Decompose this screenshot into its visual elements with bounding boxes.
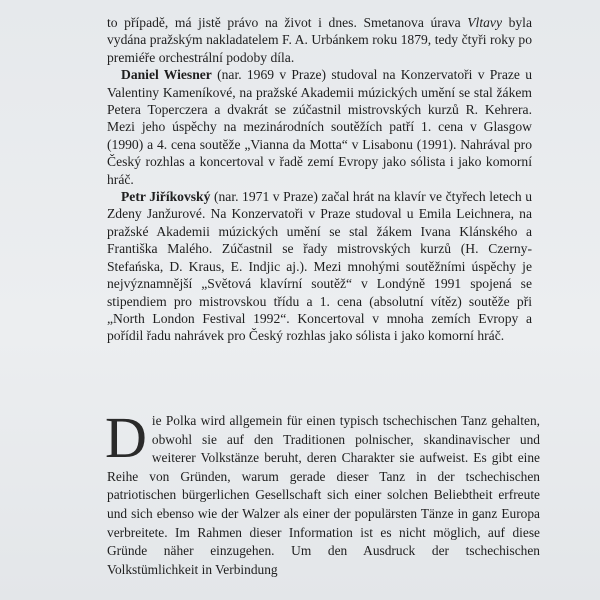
paragraph-text: to případě, má jistě právo na život i dnes. Smetanova úrava <box>107 15 468 30</box>
performer-name-wiesner: Daniel Wiesner <box>121 67 212 83</box>
paragraph-vltava <box>107 14 532 66</box>
work-title-italic: Vltavy <box>467 15 502 30</box>
paragraph-jirikovsky <box>107 188 532 345</box>
german-text-block <box>105 405 540 579</box>
paragraph-text: ie Polka wird allgemein für einen typisch tschechischen Tanz gehalten, obwohl sie auf den Traditionen polnischer, skandinavischer und weiterer Volkstänze beruht, deren Charakter sie aufweist. Es gibt eine Reihe von Gründen, warum gerade dieser Tanz in der tschechischen patriotischen bürgerlichen Gesellschaft sich einer solchen Beliebtheit erfreute und sich ebenso wie der Walzer als einer der populärsten Tänze in ganz Europa verbreitete. Im Rahmen dieser Information ist es nicht möglich, auf diese Gründe näher einzugehen. Um den Ausdruck der tschechischen Volkstümlichkeit in Verbindung <box>107 413 540 577</box>
performer-name-jirikovsky: Petr Jiříkovský <box>121 189 211 205</box>
paragraph-text: (nar. 1969 v Praze) studoval na Konzervatoři v Praze u Valentiny Kameníkové, na pražské Akademii múzických umění se stal žákem Petera Toperczera a dvakrát se zúčastnil mistrovských kurzů R. Kehrera. Mezi jeho úspěchy na mezinárodních soutěžích patří 1. cena v Glasgow (1990) a 4. cena soutěže „Vianna da Motta“ v Lisabonu (1991). Nahrával pro Český rozhlas a koncertoval v řadě zemí Evropy jako sólista i jako komorní hráč. <box>107 67 532 187</box>
drop-cap: D <box>105 405 147 470</box>
paragraph-text: byla vydána pražským nakladatelem F. A. Urbánkem roku 1879, tedy čtyři roky po premiéře orchestrální podoby díla. <box>107 15 532 65</box>
paragraph-text: (nar. 1971 v Praze) začal hrát na klavír ve čtyřech letech u Zdeny Janžurové. Na Konzervatoři v Praze studoval u Emila Leichnera, na pražské Akademii múzických umění se stal žákem Ivana Klánského a Františka Malého. Zúčastnil se řady mistrovských kurzů (H. Czerny-Stefańska, D. Kraus, E. Indjic aj.). Mezi mnohými soutěžními úspěchy je nejvýznamnější „Světová klavírní soutěž“ v Londýně 1991 spojená se stipendiem pro mistrovskou třídu a 1. cena (absolutní vítěz) soutěže při „North London Festival 1992“. Koncertoval v mnoha zemích Evropy a pořídil řadu nahrávek pro Český rozhlas jako sólista i jako komorní hráč. <box>107 189 532 344</box>
czech-text-block <box>107 14 532 345</box>
paragraph-wiesner <box>107 66 532 188</box>
paragraph-polka <box>105 405 540 579</box>
